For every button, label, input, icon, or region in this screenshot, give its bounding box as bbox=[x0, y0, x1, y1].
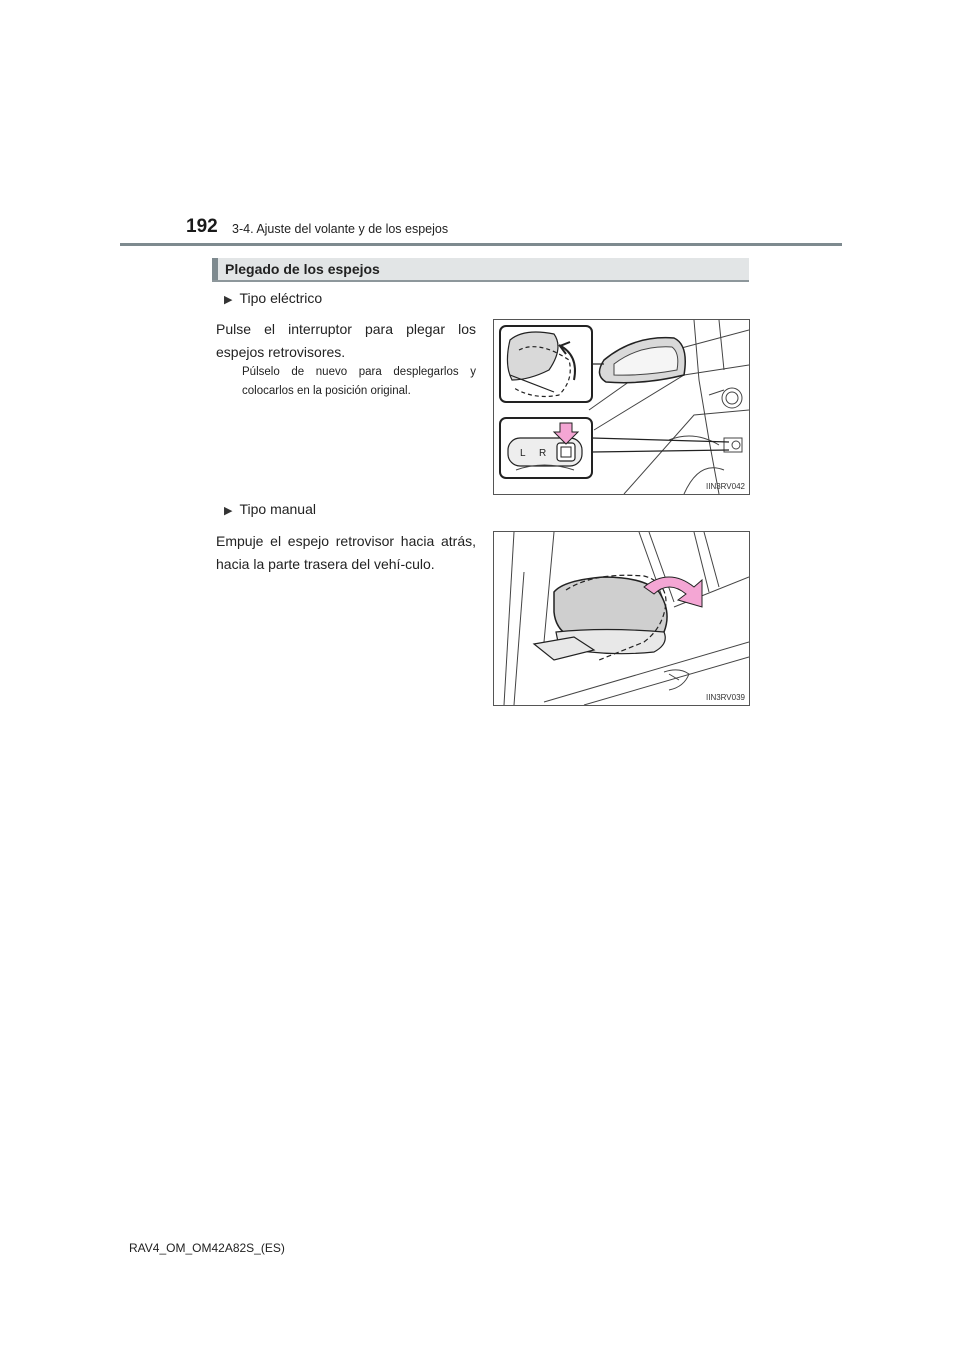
electric-instructions: Pulse el interruptor para plegar los espejos retrovisores. bbox=[216, 321, 476, 360]
switch-right-label: R bbox=[539, 448, 547, 459]
switch-left-label: L bbox=[520, 448, 526, 459]
header-rule bbox=[120, 243, 842, 246]
manual-mirror-illustration bbox=[494, 532, 749, 705]
page-number: 192 bbox=[186, 216, 218, 237]
document-code: RAV4_OM_OM42A82S_(ES) bbox=[129, 1241, 285, 1255]
manual-mirror-figure bbox=[493, 531, 750, 706]
manual-type-text: Tipo manual bbox=[239, 501, 316, 517]
electric-type-text: Tipo eléctrico bbox=[239, 290, 323, 306]
electric-type-label bbox=[224, 290, 322, 306]
electric-note: Púlselo de nuevo para desplegarlos y colocarlos en la posición original. bbox=[242, 366, 476, 397]
figure-code: IIN3RV042 bbox=[706, 482, 745, 491]
section-header: 3-4. Ajuste del volante y de los espejos bbox=[232, 222, 449, 236]
electric-mirror-illustration bbox=[494, 320, 749, 494]
triangle-bullet-icon: ▶ bbox=[224, 505, 233, 517]
manual-instructions: Empuje el espejo retrovisor hacia atrás, hacia la parte trasera del vehí-culo. bbox=[216, 533, 476, 572]
section-bar-accent bbox=[212, 258, 218, 280]
electric-mirror-figure bbox=[493, 319, 750, 495]
section-title-bar bbox=[212, 258, 749, 282]
section-title: Plegado de los espejos bbox=[225, 261, 380, 277]
manual-type-label bbox=[224, 501, 316, 517]
triangle-bullet-icon: ▶ bbox=[224, 294, 233, 306]
figure-code: IIN3RV039 bbox=[706, 693, 745, 702]
